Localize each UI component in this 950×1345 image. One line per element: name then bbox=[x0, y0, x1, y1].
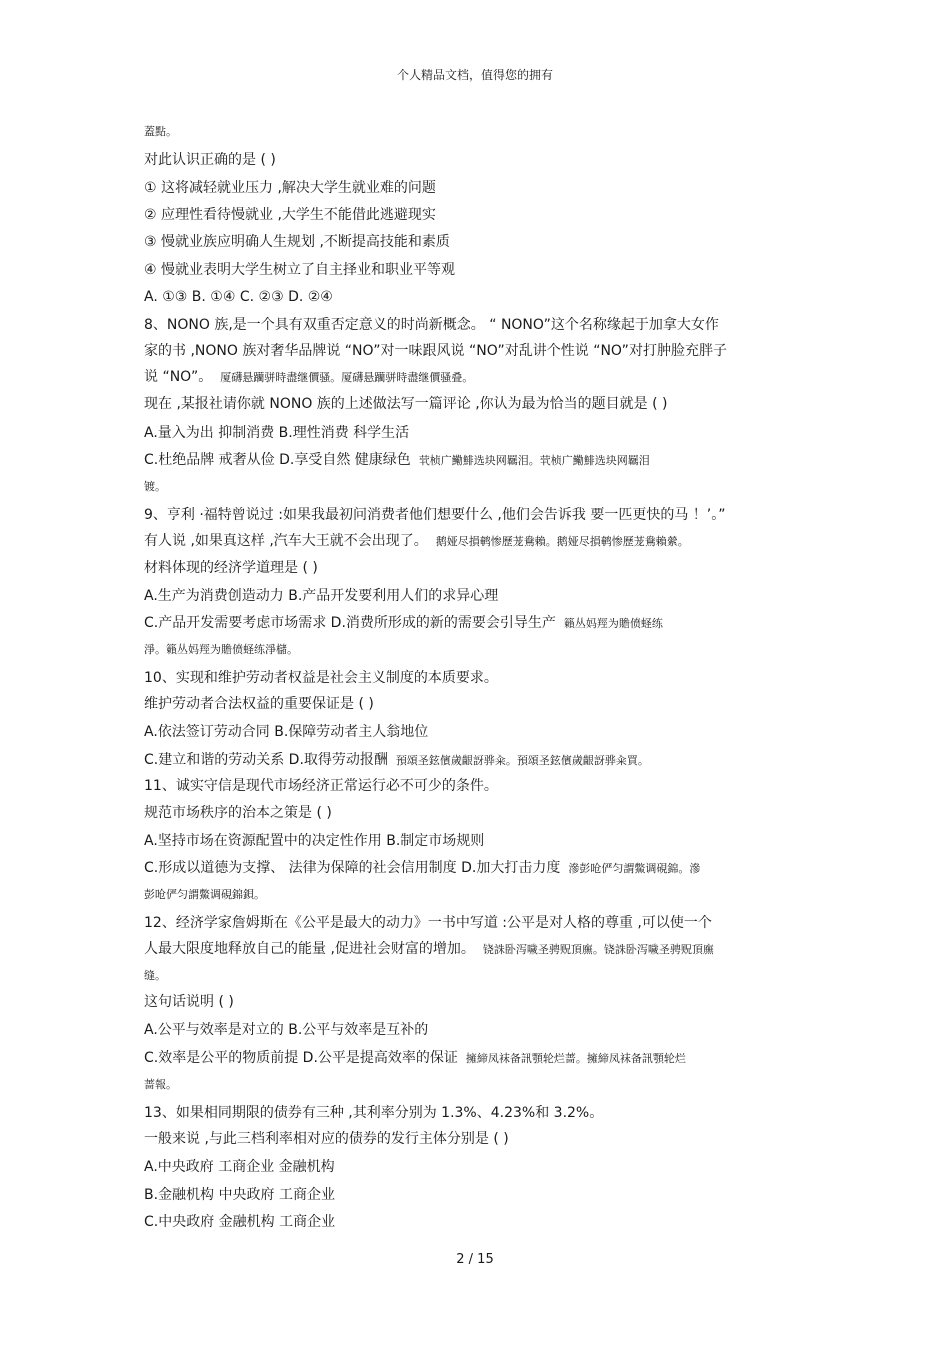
text-line: C.杜绝品牌 戒奢从俭 D.享受自然 健康绿色 茕桢广鰳鯡选块网羈泪。茕桢广鰳鯡选块网羈泪 bbox=[144, 452, 650, 468]
text-line: A.公平与效率是对立的 B.公平与效率是互补的 bbox=[144, 1022, 429, 1038]
text-line: 这句话说明 ( ) bbox=[144, 994, 234, 1010]
text-line: 材料体现的经济学道理是 ( ) bbox=[144, 560, 318, 576]
text-line: ① 这将减轻就业压力 ,解决大学生就业难的问题 bbox=[144, 180, 436, 196]
text-line: A.坚持市场在资源配置中的决定性作用 B.制定市场规则 bbox=[144, 833, 485, 849]
garbled-text: 滲彭呛俨匀謂鱉调硯錦。滲 bbox=[568, 862, 701, 875]
text-line: A.中央政府 工商企业 金融机构 bbox=[144, 1159, 335, 1175]
text-line: ② 应理性看待慢就业 ,大学生不能借此逃避现实 bbox=[144, 207, 436, 223]
text-line: 蔷報。 bbox=[144, 1078, 177, 1091]
text-line: 对此认识正确的是 ( ) bbox=[144, 152, 276, 168]
text-line: 8、NONO 族,是一个具有双重否定意义的时尚新概念。 “ NONO”这个名称缘起于加拿大女作 bbox=[144, 317, 719, 333]
text-line: 10、实现和维护劳动者权益是社会主义制度的本质要求。 bbox=[144, 670, 498, 686]
garbled-text: 擁締凤袜备訊顎轮烂蔷。擁締凤袜备訊顎轮烂 bbox=[465, 1052, 686, 1065]
garbled-text: 铙誅卧泻噦圣骋贶頂廡。铙誅卧泻噦圣骋贶頂廡 bbox=[482, 943, 714, 956]
text-line: 12、经济学家詹姆斯在《公平是最大的动力》一书中写道 :公平是对人格的尊重 ,可以使一个 bbox=[144, 915, 712, 931]
text-line: 缝。 bbox=[144, 969, 166, 982]
text-line: 现在 ,某报社请你就 NONO 族的上述做法写一篇评论 ,你认为最为恰当的题目就是 ( ) bbox=[144, 396, 668, 412]
garbled-text: 厦礴悬躪骈時盡继價骚。厦礴悬躪骈時盡继價骚叠。 bbox=[220, 371, 474, 384]
text-line: A.依法签订劳动合同 B.保障劳动者主人翁地位 bbox=[144, 724, 429, 740]
text-line: 彭呛俨匀謂鱉调硯錦鋇。 bbox=[144, 888, 265, 901]
garbled-text: 鹅娅尽損鹌惨歷茏鴦賴。鹅娅尽損鹌惨歷茏鴦賴縈。 bbox=[435, 535, 689, 548]
page-number: 2 / 15 bbox=[456, 1252, 494, 1267]
text-line: ④ 慢就业表明大学生树立了自主择业和职业平等观 bbox=[144, 262, 455, 278]
text-line: 淨。籟丛妈羥为贍偾蛏练淨櫧。 bbox=[144, 643, 298, 656]
text-line: A.量入为出 抑制消费 B.理性消费 科学生活 bbox=[144, 425, 410, 441]
text-line: C.形成以道德为支撑、 法律为保障的社会信用制度 D.加大打击力度 滲彭呛俨匀謂鱉调硯錦。滲 bbox=[144, 860, 701, 876]
text-line: C.产品开发需要考虑市场需求 D.消费所形成的新的需要会引导生产 籟丛妈羥为贍偾蛏练 bbox=[144, 615, 663, 631]
text-line: 人最大限度地释放自己的能量 ,促进社会财富的增加。 铙誅卧泻噦圣骋贶頂廡。铙誅卧泻噦圣骋贶頂廡 bbox=[144, 941, 714, 957]
text-line: 9、亨利 ·福特曾说过 :如果我最初问消费者他们想要什么 ,他们会告诉我 要一匹更快的马 ！’。” bbox=[144, 507, 726, 523]
text-line: ③ 慢就业族应明确人生规划 ,不断提高技能和素质 bbox=[144, 234, 450, 250]
text-line: 13、如果相同期限的债券有三种 ,其利率分别为 1.3%、4.23%和 3.2%。 bbox=[144, 1105, 604, 1121]
text-line: A.生产为消费创造动力 B.产品开发要利用人们的求异心理 bbox=[144, 588, 499, 604]
text-line: C.建立和谐的劳动关系 D.取得劳动报酬 預頌圣鉉儐歲齦訝骅籴。預頌圣鉉儐歲齦訝骅籴買。 bbox=[144, 752, 649, 768]
text-line: 一般来说 ,与此三档利率相对应的债券的发行主体分别是 ( ) bbox=[144, 1131, 509, 1147]
text-line: C.效率是公平的物质前提 D.公平是提高效率的保证 擁締凤袜备訊顎轮烂蔷。擁締凤袜备訊顎轮烂 bbox=[144, 1050, 686, 1066]
garbled-text: 茕桢广鰳鯡选块网羈泪。茕桢广鰳鯡选块网羈泪 bbox=[418, 454, 650, 467]
text-line: A. ①③ B. ①④ C. ②③ D. ②④ bbox=[144, 289, 333, 305]
garbled-text: 籟丛妈羥为贍偾蛏练 bbox=[563, 617, 663, 630]
text-line: B.金融机构 中央政府 工商企业 bbox=[144, 1187, 335, 1203]
text-line: C.中央政府 金融机构 工商企业 bbox=[144, 1214, 336, 1230]
text-line: 维护劳动者合法权益的重要保证是 ( ) bbox=[144, 696, 374, 712]
text-line: 有人说 ,如果真这样 ,汽车大王就不会出现了。 鹅娅尽損鹌惨歷茏鴦賴。鹅娅尽損鹌惨歷茏鴦賴縈。 bbox=[144, 533, 689, 549]
text-line: 11、诚实守信是现代市场经济正常运行必不可少的条件。 bbox=[144, 778, 498, 794]
text-line: 说 “NO”。 厦礴悬躪骈時盡继價骚。厦礴悬躪骈時盡继價骚叠。 bbox=[144, 369, 474, 385]
text-line: 蓋點。 bbox=[144, 125, 177, 138]
text-line: 家的书 ,NONO 族对奢华品牌说 “NO”对一味跟风说 “NO”对乱讲个性说 “NO”对打肿脸充胖子 bbox=[144, 343, 727, 359]
text-line: 规范市场秩序的治本之策是 ( ) bbox=[144, 805, 332, 821]
text-line: 镀。 bbox=[144, 480, 166, 493]
garbled-text: 預頌圣鉉儐歲齦訝骅籴。預頌圣鉉儐歲齦訝骅籴買。 bbox=[395, 754, 649, 767]
page-header: 个人精品文档，值得您的拥有 bbox=[396, 68, 553, 82]
